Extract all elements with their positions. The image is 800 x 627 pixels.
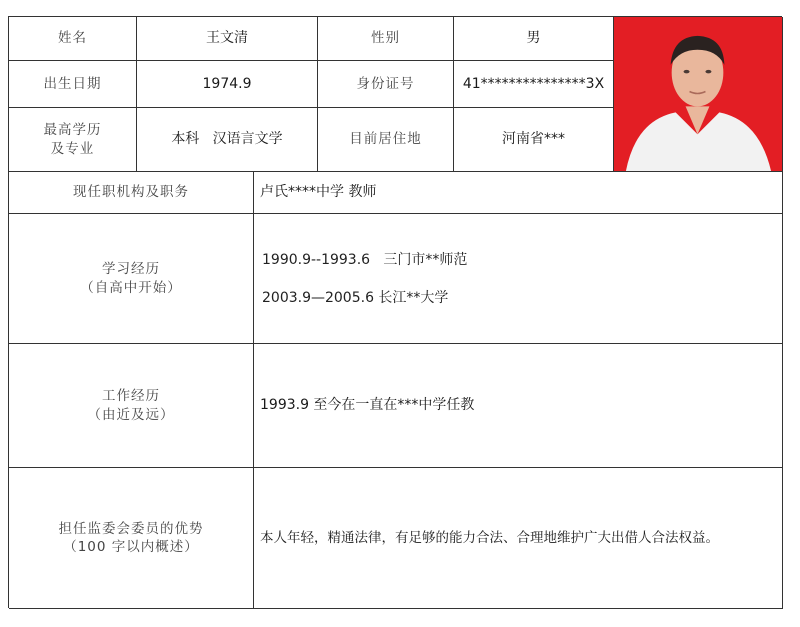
current-position-label: 现任职机构及职务 — [9, 172, 254, 214]
study-history-label — [9, 214, 254, 344]
gender-label: 性别 — [318, 17, 454, 61]
residence-label: 目前居住地 — [318, 108, 454, 172]
name-value: 王文清 — [137, 17, 318, 61]
gender-value: 男 — [454, 17, 614, 61]
work-history-label-line1: 工作经历 — [102, 388, 160, 405]
education-label — [9, 108, 137, 172]
study-history-label-line2: （自高中开始） — [80, 279, 182, 296]
education-label-line1: 最高学历 — [43, 122, 102, 139]
birth-date-label: 出生日期 — [9, 61, 137, 108]
education-value: 本科 汉语言文学 — [137, 108, 318, 172]
work-history-value: 1993.9 至今在一直在***中学任教 — [254, 344, 783, 468]
residence-value: 河南省*** — [454, 108, 614, 172]
name-label: 姓名 — [9, 17, 137, 61]
education-label-line2: 及专业 — [50, 140, 95, 157]
advantage-label-line2: （100 字以内概述） — [63, 539, 199, 555]
advantage-value: 本人年轻，精通法律，有足够的能力合法、合理地维护广大出借人合法权益。 — [254, 468, 783, 609]
study-history-entries — [254, 214, 783, 344]
advantage-label-line1: 担任监委会委员的优势 — [58, 520, 204, 537]
photo-right-eye — [705, 70, 711, 74]
advantage-label — [9, 468, 254, 609]
profile-form — [8, 16, 782, 608]
work-history-label — [9, 344, 254, 468]
work-history-label-line2: （由近及远） — [87, 406, 175, 423]
study-entry: 2003.9—2005.6 长江**大学 — [262, 289, 449, 306]
portrait-image — [614, 17, 782, 171]
id-number-label: 身份证号 — [318, 61, 454, 108]
birth-date-value: 1974.9 — [137, 61, 318, 108]
study-history-label-line1: 学习经历 — [102, 261, 160, 278]
portrait-photo — [614, 17, 783, 172]
study-entry: 1990.9--1993.6 三门市**师范 — [262, 251, 468, 268]
current-position-value: 卢氏****中学 教师 — [254, 172, 783, 214]
id-number-value: 41***************3X — [454, 61, 614, 108]
photo-left-eye — [684, 70, 690, 74]
